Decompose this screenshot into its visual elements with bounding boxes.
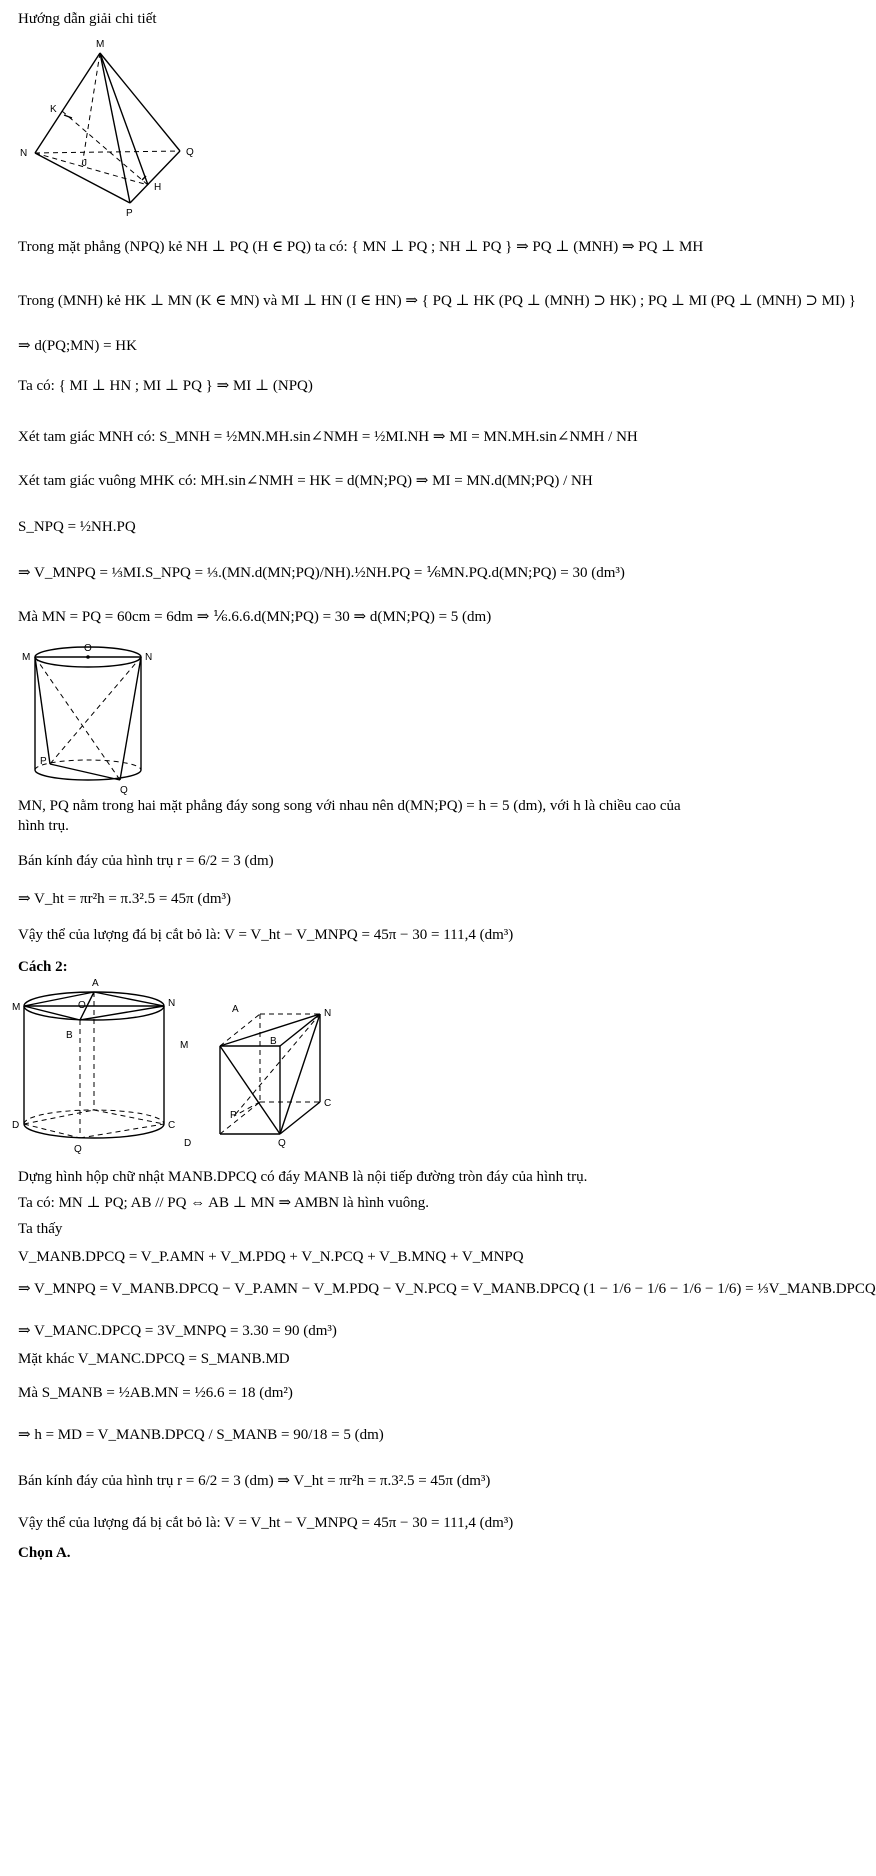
method2-line-4: V_MANB.DPCQ = V_P.AMN + V_M.PDQ + V_N.PCQ + V_B.MNQ + V_MNPQ — [18, 1249, 524, 1265]
fig4-label-Q: Q — [278, 1138, 286, 1149]
fig3-label-O: O — [78, 1000, 86, 1011]
method2-line-8: Mà S_MANB = ½AB.MN = ½6.6 = 18 (dm²) — [18, 1385, 293, 1401]
method2-line-11: Vậy thể của lượng đá bị cắt bỏ là: V = V_ht − V_MNPQ = 45π − 30 = 111,4 (dm³) — [18, 1515, 514, 1531]
figure-cylinder-2 — [10, 978, 180, 1158]
method1-line-7: S_NPQ = ½NH.PQ — [18, 519, 136, 535]
method2-line-10: Bán kính đáy của hình trụ r = 6/2 = 3 (dm) ⇒ V_ht = πr²h = π.3².5 = 45π (dm³) — [18, 1473, 491, 1489]
fig4-label-D: D — [184, 1138, 192, 1149]
fig2-label-Q: Q — [120, 785, 128, 796]
fig2-label-O: O — [84, 643, 92, 654]
method1-line-4: Ta có: { MI ⊥ HN ; MI ⊥ PQ } ⇒ MI ⊥ (NPQ) — [18, 378, 313, 394]
fig3-label-A: A — [92, 978, 99, 989]
method2-line-6: ⇒ V_MANC.DPCQ = 3V_MNPQ = 3.30 = 90 (dm³) — [18, 1323, 337, 1339]
fig2-label-M: M — [22, 652, 31, 663]
fig4-label-N: N — [324, 1008, 332, 1019]
fig1-label-H: H — [154, 182, 162, 193]
fig1-label-N: N — [20, 148, 28, 159]
method2-title: Cách 2: — [18, 959, 68, 975]
figure-box — [180, 1000, 370, 1160]
fig1-label-Q: Q — [186, 147, 194, 158]
fig4-label-A: A — [232, 1004, 239, 1015]
method1-line-8: ⇒ V_MNPQ = ⅓MI.S_NPQ = ⅓.(MN.d(MN;PQ)/NH).½NH.PQ = ⅙MN.PQ.d(MN;PQ) = 30 (dm³) — [18, 565, 625, 581]
fig4-label-M: M — [180, 1040, 189, 1051]
method1-line-13: ⇒ V_ht = πr²h = π.3².5 = 45π (dm³) — [18, 891, 232, 907]
fig2-label-N: N — [145, 652, 153, 663]
method1-line-14: Vậy thể của lượng đá bị cắt bỏ là: V = V_ht − V_MNPQ = 45π − 30 = 111,4 (dm³) — [18, 927, 514, 943]
fig2-label-P: P — [40, 756, 47, 767]
method2-line-9: ⇒ h = MD = V_MANB.DPCQ / S_MANB = 90/18 = 5 (dm) — [18, 1427, 384, 1443]
figure-cylinder-1 — [20, 640, 180, 800]
method1-line-2: Trong (MNH) kẻ HK ⊥ MN (K ∈ MN) và MI ⊥ HN (I ∈ HN) ⇒ { PQ ⊥ HK (PQ ⊥ (MNH) ⊃ HK) ; PQ ⊥ MI (PQ ⊥ (MNH) ⊃ MI) } — [18, 293, 856, 309]
fig1-label-M: M — [96, 39, 105, 50]
method1-line-3: ⇒ d(PQ;MN) = HK — [18, 338, 137, 354]
fig4-label-P: P — [230, 1110, 237, 1121]
method2-line-3: Ta thấy — [18, 1221, 63, 1237]
method1-line-9: Mà MN = PQ = 60cm = 6dm ⇒ ⅙.6.6.d(MN;PQ) = 30 ⇒ d(MN;PQ) = 5 (dm) — [18, 609, 492, 625]
fig1-label-K: K — [50, 104, 57, 115]
fig1-label-P: P — [126, 208, 133, 219]
fig4-label-C: C — [324, 1098, 332, 1109]
heading: Hướng dẫn giải chi tiết — [18, 11, 157, 27]
fig3-label-N: N — [168, 998, 176, 1009]
fig3-label-M: M — [12, 1002, 21, 1013]
method2-line-1: Dựng hình hộp chữ nhật MANB.DPCQ có đáy MANB là nội tiếp đường tròn đáy của hình trụ. — [18, 1169, 588, 1185]
method2-line-5: ⇒ V_MNPQ = V_MANB.DPCQ − V_P.AMN − V_M.PDQ − V_N.PCQ = V_MANB.DPCQ (1 − 1/6 − 1/6 − 1/6 − 1/6) = ⅓V_MANB.DPCQ — [18, 1281, 876, 1297]
answer: Chọn A. — [18, 1545, 71, 1561]
method1-line-10: MN, PQ nằm trong hai mặt phẳng đáy song song với nhau nên d(MN;PQ) = h = 5 (dm), với h là chiều cao của — [18, 798, 681, 814]
method1-line-5: Xét tam giác MNH có: S_MNH = ½MN.MH.sin∠NMH = ½MI.NH ⇒ MI = MN.MH.sin∠NMH / NH — [18, 429, 638, 445]
method1-line-6: Xét tam giác vuông MHK có: MH.sin∠NMH = HK = d(MN;PQ) ⇒ MI = MN.d(MN;PQ) / NH — [18, 473, 593, 489]
method1-line-12: Bán kính đáy của hình trụ r = 6/2 = 3 (dm) — [18, 853, 274, 869]
method2-line-7: Mặt khác V_MANC.DPCQ = S_MANB.MD — [18, 1351, 290, 1367]
fig3-label-B: B — [66, 1030, 73, 1041]
fig3-label-D: D — [12, 1120, 20, 1131]
fig4-label-B: B — [270, 1036, 277, 1047]
fig3-label-Q: Q — [74, 1144, 82, 1155]
method1-line-11: hình trụ. — [18, 818, 69, 834]
fig1-label-J: J — [82, 158, 87, 169]
fig3-label-C: C — [168, 1120, 176, 1131]
method1-line-1: Trong mặt phẳng (NPQ) kẻ NH ⊥ PQ (H ∈ PQ) ta có: { MN ⊥ PQ ; NH ⊥ PQ } ⇒ PQ ⊥ (MNH) ⇒ PQ ⊥ MH — [18, 239, 704, 255]
figure-tetrahedron — [20, 38, 220, 218]
method2-line-2: Ta có: MN ⊥ PQ; AB // PQ ⇔ AB ⊥ MN ⇒ AMBN là hình vuông. — [18, 1195, 430, 1211]
